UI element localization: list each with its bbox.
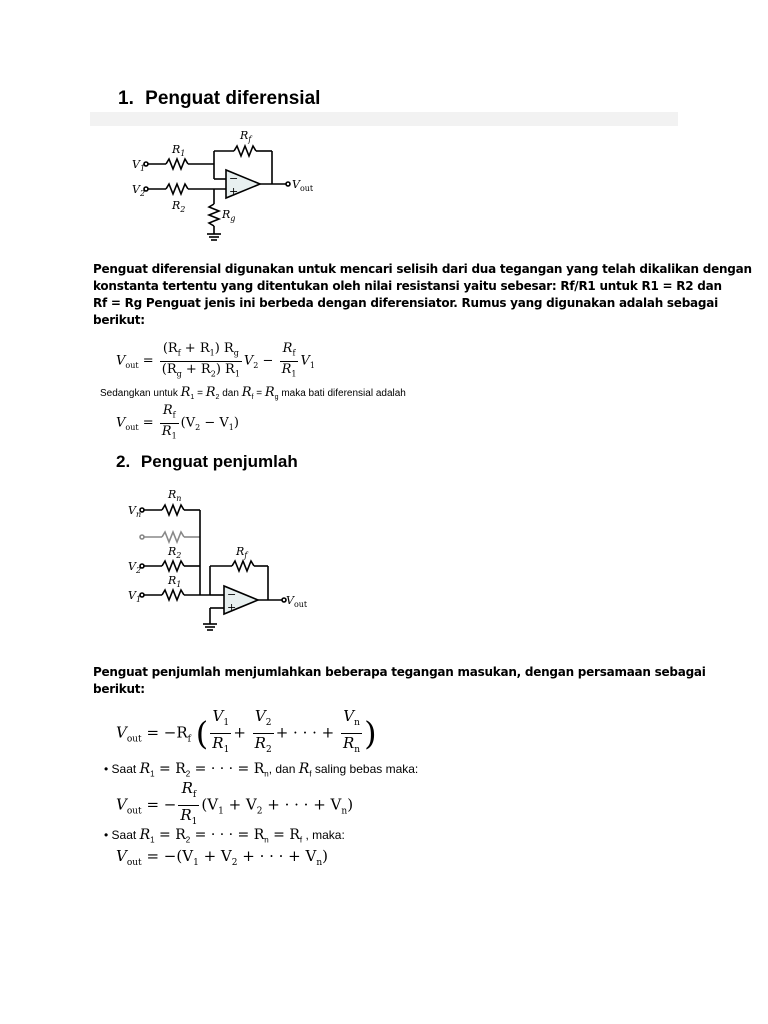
section-2-number: 2. [116,452,131,471]
equal-resistors-equation: $V_{out}$ = − $\frac{R_f}{R_1}$ ($V_1 + V_2$ + · · · + $V_n$) [116,779,353,832]
section-2-title: Penguat penjumlah [140,452,298,471]
rf-label: $R_f$ [236,545,248,560]
rn-label: $R_n$ [168,488,182,503]
equation-fraction: $\frac{V_2}{R_2}$ [254,707,272,755]
v2-label: $V_2$ [132,183,146,198]
rg-label: $R_g$ [222,208,236,223]
equation-fraction: $\frac{V_n}{R_n}$ [343,707,361,755]
differential-gain-equation: $V_{out}$ = $\frac{(R_f + R_1) R_g}{(R_g + R_2) R_1}$ $V_2$ − $\frac{R_f}{R_1}$ $V_1$ [116,341,315,381]
v1-label: $V_1$ [128,589,142,604]
summing-equation: $V_{out} = -R_f$ ( $\frac{V_1}{R_1}$ + $\frac{V_2}{R_2}$ + · · · + $\frac{V_n}{R_n}$ ) [116,707,377,760]
r1-label: $R_1$ [168,574,182,589]
unity-gain-sum-equation: $V_{out} = -(V_1 + V_2$ + · · · + $V_n$) [116,847,329,868]
simplified-gain-equation: $V_{out}$ = $\frac{R_f}{R_1}$ $(V_2 - V_1)$ [116,403,239,443]
opamp-minus-label: − [229,172,239,185]
equation-fraction: $\frac{V_1}{R_1}$ [212,707,230,755]
bullet-item: • Saat $R_1 = R_2$ = · · · = $R_n = R_f$ , maka: [104,827,345,845]
rf-label: $R_f$ [240,129,252,144]
bullet-dot-icon: • [104,828,109,842]
equation-fraction: $\frac{R_f}{R_1}$ [281,341,297,379]
differential-amplifier-diagram [130,128,320,246]
section-1-number: 1. [118,88,134,109]
bullet-dot-icon: • [104,762,109,776]
paragraph-line: berikut: [93,682,145,696]
paragraph-line: berikut: [93,313,145,327]
section-1-paragraph [93,261,752,329]
v2-label: $V_2$ [128,560,142,575]
vout-label: $V_{out}$ [292,178,314,193]
vout-label: $V_{out}$ [286,594,308,609]
summing-amplifier-diagram [126,484,316,640]
r2-label: $R_2$ [168,545,182,560]
gain-condition-note: Sedangkan untuk $R_1 = R_2$ dan $R_f = R_g$ maka bati diferensial adalah [100,385,406,401]
paragraph-line: Penguat penjumlah menjumlahkan beberapa tegangan masukan, dengan persamaan sebagai [93,665,706,679]
equation-fraction: $\frac{R_f}{R_1}$ [180,779,198,827]
section-divider-band [90,112,678,126]
section-1-heading [118,88,320,110]
r2-label: $R_2$ [172,199,186,214]
paragraph-line: Penguat diferensial digunakan untuk mencari selisih dari dua tegangan yang telah dikalikan dengan [93,262,752,276]
equation-fraction: $\frac{(R_f + R_1) R_g}{(R_g + R_2) R_1}$ [161,341,240,379]
equation-fraction: $\frac{R_f}{R_1}$ [161,403,177,441]
opamp-plus-label: + [229,185,239,198]
section-2-heading [116,452,298,472]
section-2-paragraph [93,664,706,698]
paragraph-line: konstanta tertentu yang ditentukan oleh nilai resistansi yaitu sebesar: Rf/R1 untuk R1 = R2 dan [93,279,722,293]
opamp-minus-label: − [227,588,237,601]
paragraph-line: Rf = Rg Penguat jenis ini berbeda dengan diferensiator. Rumus yang digunakan adalah sebagai [93,296,718,310]
vn-label: $V_n$ [128,504,142,519]
bullet-item: • Saat $R_1 = R_2$ = · · · = $R_n$, dan $R_f$ saling bebas maka: [104,761,419,779]
r1-label: $R_1$ [172,143,186,158]
section-1-title: Penguat diferensial [145,88,321,109]
v1-label: $V_1$ [132,158,146,173]
opamp-plus-label: + [227,601,237,614]
